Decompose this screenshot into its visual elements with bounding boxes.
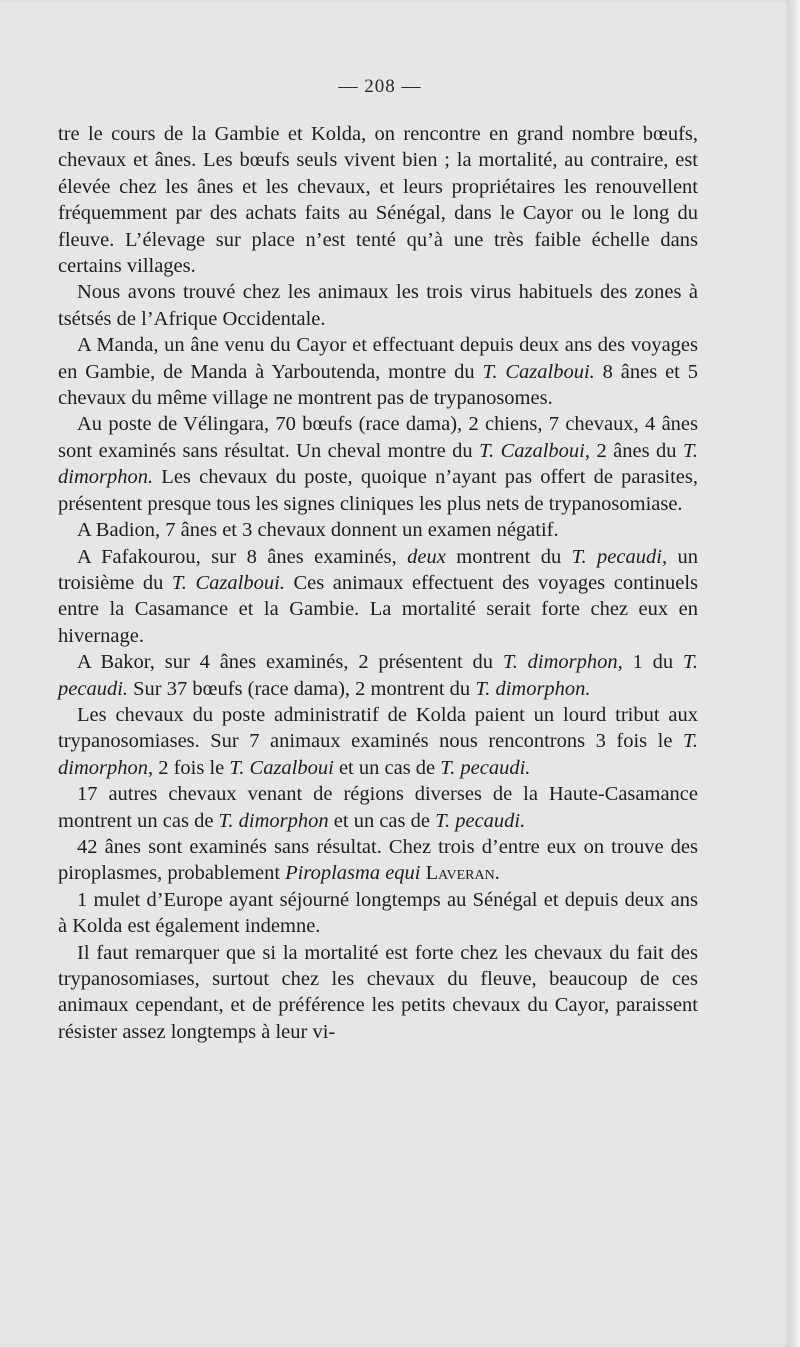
- page-body-text: [58, 121, 698, 1045]
- text-run: 2 ânes du: [589, 439, 683, 462]
- italic-run: T. dimorphon: [218, 809, 329, 832]
- text-run: Au poste de Vélingara, 70 bœufs (race dama), 2 chiens, 7 chevaux, 4 ânes sont examinés sans résultat. Un cheval montre du: [58, 413, 698, 462]
- text-run: un troisième du: [58, 545, 699, 594]
- paragraph: [58, 544, 698, 650]
- text-run: A Fafakourou, sur 8 ânes examinés,: [77, 545, 408, 568]
- italic-run: T. pecaudi.: [435, 809, 526, 832]
- text-run: A Bakor, sur 4 ânes examinés, 2 présentent du: [77, 651, 503, 674]
- text-run: 1 mulet d’Europe ayant séjourné longtemps au Sénégal et depuis deux ans à Kolda est également indemne.: [58, 888, 698, 938]
- text-run: 1 du: [622, 651, 683, 674]
- text-run: Les chevaux du poste, quoique n’ayant pas offert de parasites, présentent presque tous les signes cliniques les plus nets de trypanosomiase.: [58, 466, 698, 515]
- paragraph: [58, 887, 698, 940]
- italic-run: T. pecaudi.: [58, 651, 699, 700]
- paragraph: [58, 517, 698, 543]
- italic-run: T. dimorphon,: [502, 651, 623, 674]
- italic-run: T. dimorphon.: [58, 439, 698, 489]
- text-run: Sur 37 bœufs (race dama), 2 montrent du: [128, 677, 476, 700]
- text-run: montrent du: [445, 545, 572, 568]
- paragraph: [58, 649, 698, 702]
- italic-run: T. pecaudi.: [440, 756, 531, 779]
- text-run: et un cas de: [333, 756, 441, 779]
- small-caps-run: Laveran.: [425, 862, 500, 885]
- paragraph: [58, 332, 698, 411]
- italic-run: T. pecaudi,: [571, 545, 668, 568]
- text-run: 8 ânes et 5 chevaux du même village ne montrent pas de trypanosomes.: [58, 360, 698, 410]
- paragraph: [58, 411, 698, 517]
- text-run: Ces animaux effectuent des voyages continuels entre la Casamance et la Gambie. La mortalité serait forte chez eux en hivernage.: [58, 571, 698, 647]
- text-run: Les chevaux du poste administratif de Kolda paient un lourd tribut aux trypanosomiases. Sur 7 animaux examinés nous rencontrons 3 fois le: [58, 703, 698, 753]
- text-run: 42 ânes sont examinés sans résultat. Chez trois d’entre eux on trouve des piroplasmes, probablement: [58, 835, 698, 885]
- italic-run: Piroplasma equi: [285, 862, 421, 885]
- text-run: 17 autres chevaux venant de régions diverses de la Haute-Casamance montrent un cas de: [58, 783, 698, 832]
- italic-run: T. dimorphon.: [475, 677, 591, 700]
- paragraph: [58, 702, 698, 781]
- italic-run: T. Cazalboui: [229, 756, 334, 779]
- text-run: tre le cours de la Gambie et Kolda, on rencontre en grand nombre bœufs, chevaux et ânes. Les bœufs seuls vivent bien ; la mortalité, au contraire, est élevée chez les ânes et les chevaux, et leurs propriétaires les renouvellent fréquemment par des achats faits au Sénégal, dans le Cayor ou le long du fleuve. L’élevage sur place n’est tenté qu’à une très faible échelle dans certains villages.: [58, 123, 698, 278]
- text-run: 2 fois le: [153, 756, 230, 779]
- page-edge: [789, 0, 800, 1347]
- paragraph: [58, 834, 698, 887]
- page-number: — 208 —: [338, 76, 422, 97]
- text-run: Nous avons trouvé chez les animaux les trois virus habituels des zones à tsétsés de l’Afrique Occidentale.: [58, 281, 698, 330]
- paragraph: [58, 781, 698, 834]
- italic-run: T. dimorphon,: [58, 730, 698, 779]
- italic-run: deux: [407, 545, 446, 568]
- italic-run: T. Cazalboui.: [171, 571, 285, 594]
- italic-run: T. Cazalboui.: [482, 360, 595, 383]
- paragraph: [58, 121, 698, 279]
- text-run: A Badion, 7 ânes et 3 chevaux donnent un examen négatif.: [77, 519, 559, 542]
- text-run: Il faut remarquer que si la mortalité est forte chez les chevaux du fait des trypanosomiases, surtout chez les chevaux du fleuve, beaucoup de ces animaux cependant, et de préférence les petits chevaux du Cayor, paraissent résister assez longtemps à leur vi-: [58, 941, 698, 1043]
- paragraph: [58, 279, 698, 332]
- italic-run: T. Cazalboui,: [479, 439, 590, 462]
- paragraph: [58, 940, 698, 1046]
- text-run: A Manda, un âne venu du Cayor et effectuant depuis deux ans des voyages en Gambie, de Manda à Yarboutenda, montre du: [58, 334, 698, 383]
- text-run: et un cas de: [328, 809, 436, 832]
